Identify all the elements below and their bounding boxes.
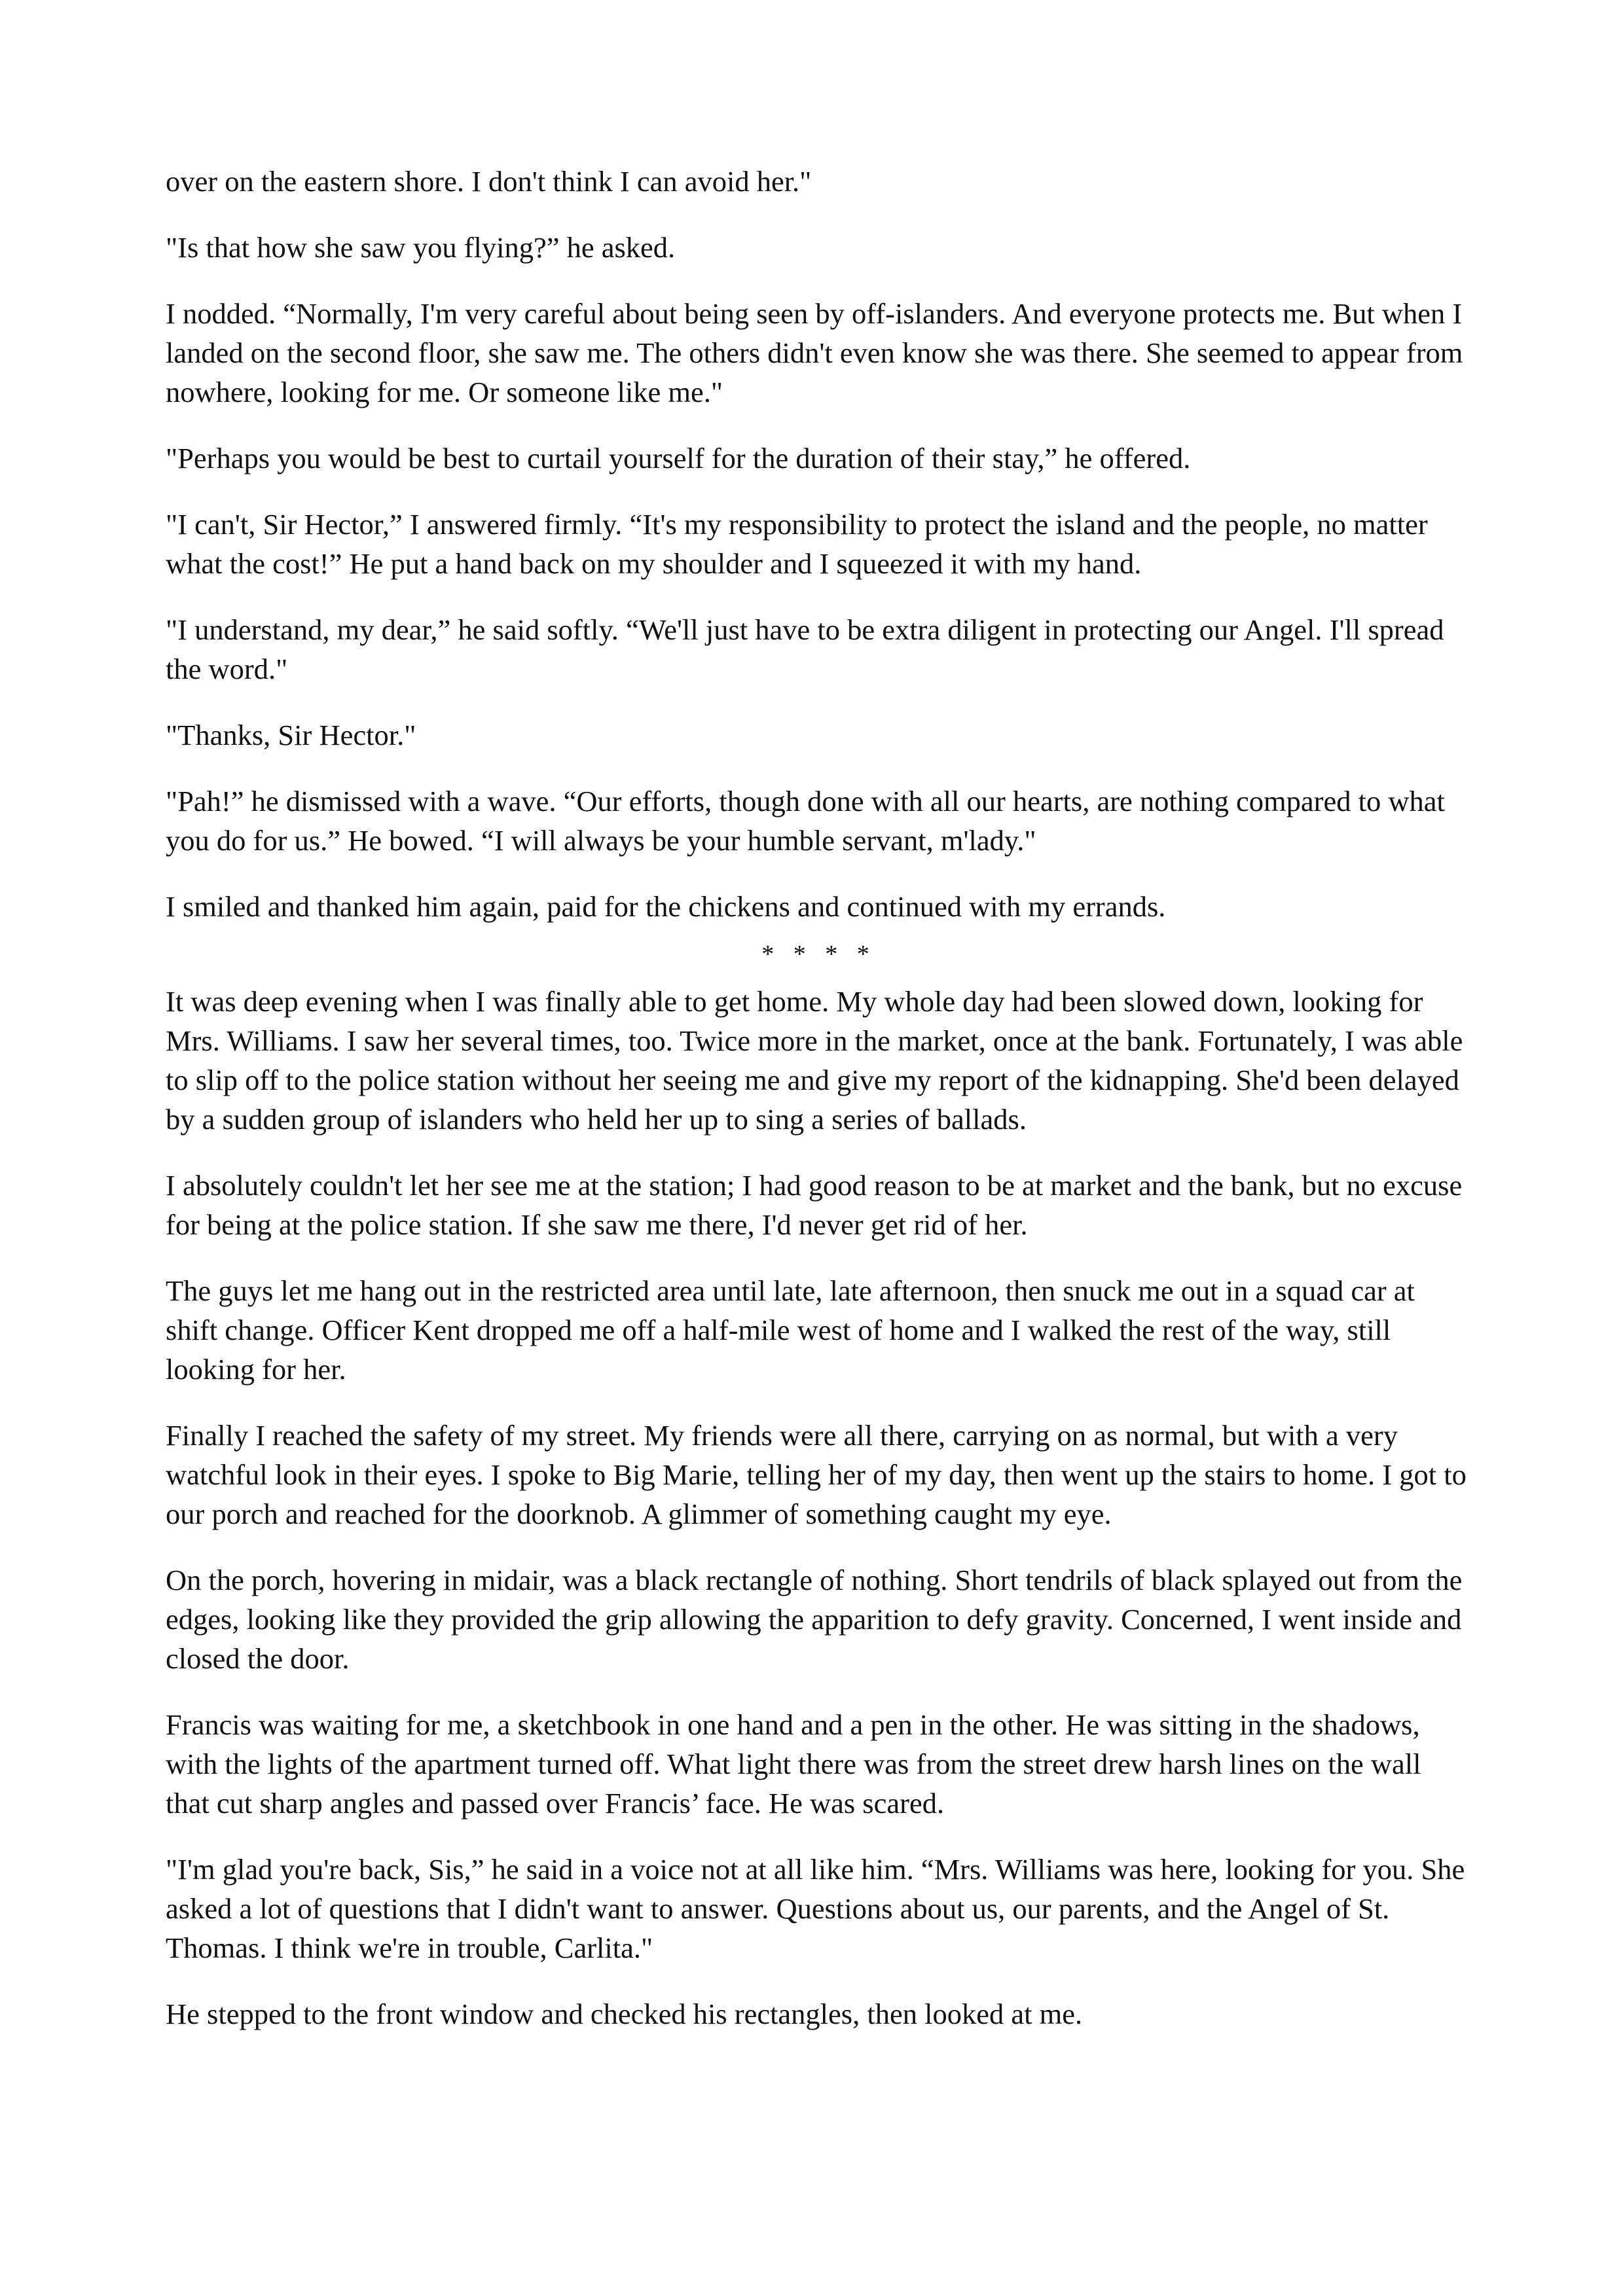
paragraph: "Thanks, Sir Hector." — [166, 719, 416, 751]
paragraph: On the porch, hovering in midair, was a black rectangle of nothing. Short tendrils of black splayed out from the edges, looking like they provided the grip allowing the apparition to defy gravity. Concerned, I went inside and closed the door. — [166, 1564, 1463, 1675]
paragraph: I absolutely couldn't let her see me at the station; I had good reason to be at market and the bank, but no excuse for being at the police station. If she saw me there, I'd never get rid of her. — [166, 1169, 1463, 1241]
paragraph: Finally I reached the safety of my street. My friends were all there, carrying on as normal, but with a very watchful look in their eyes. I spoke to Big Marie, telling her of my day, then went up the stairs to home. I got to our porch and reached for the doorknob. A glimmer of something caught my eye. — [166, 1419, 1467, 1530]
paragraph: I smiled and thanked him again, paid for the chickens and continued with my errands. — [166, 890, 1166, 923]
paragraph: "Is that how she saw you flying?” he asked. — [166, 231, 676, 264]
paragraph: over on the eastern shore. I don't think I can avoid her." — [166, 165, 812, 198]
paragraph: "I can't, Sir Hector,” I answered firmly. “It's my responsibility to protect the island and the people, no matter what the cost!” He put a hand back on my shoulder and I squeezed it with my hand. — [166, 508, 1428, 580]
paragraph: He stepped to the front window and checked his rectangles, then looked at me. — [166, 1998, 1083, 2030]
paragraph: I nodded. “Normally, I'm very careful about being seen by off-islanders. And everyone protects me. But when I landed on the second floor, she saw me. The others didn't even know she was there. She seemed to appear from nowhere, looking for me. Or someone like me." — [166, 297, 1463, 408]
paragraph: "Perhaps you would be best to curtail yourself for the duration of their stay,” he offered. — [166, 442, 1191, 475]
paragraph: "Pah!” he dismissed with a wave. “Our efforts, though done with all our hearts, are nothing compared to what you do for us.” He bowed. “I will always be your humble servant, m'lady." — [166, 785, 1445, 857]
paragraph: The guys let me hang out in the restricted area until late, late afternoon, then snuck me out in a squad car at shift change. Officer Kent dropped me off a half-mile west of home and I walked the rest of the way, still looking for her. — [166, 1274, 1415, 1386]
paragraph: "I'm glad you're back, Sis,” he said in a voice not at all like him. “Mrs. Williams was here, looking for you. She asked a lot of questions that I didn't want to answer. Questions about us, our parents, and the Angel of St. Thomas. I think we're in trouble, Carlita." — [166, 1853, 1465, 1964]
body-text — [166, 162, 1472, 2060]
paragraph: "I understand, my dear,” he said softly. “We'll just have to be extra diligent in protecting our Angel. I'll spread the word." — [166, 613, 1444, 685]
paragraph: It was deep evening when I was finally able to get home. My whole day had been slowed down, looking for Mrs. Williams. I saw her several times, too. Twice more in the market, once at the bank. Fortunately, I was able to slip off to the police station without her seeing me and give my report of the kidnapping. She'd been delayed by a sudden group of islanders who held her up to sing a series of ballads. — [166, 985, 1463, 1136]
paragraph: Francis was waiting for me, a sketchbook in one hand and a pen in the other. He was sitting in the shadows, with the lights of the apartment turned off. What light there was from the street drew harsh lines on the wall that cut sharp angles and passed over Francis’ face. He was scared. — [166, 1708, 1421, 1820]
scene-break: * * * * — [761, 941, 876, 968]
